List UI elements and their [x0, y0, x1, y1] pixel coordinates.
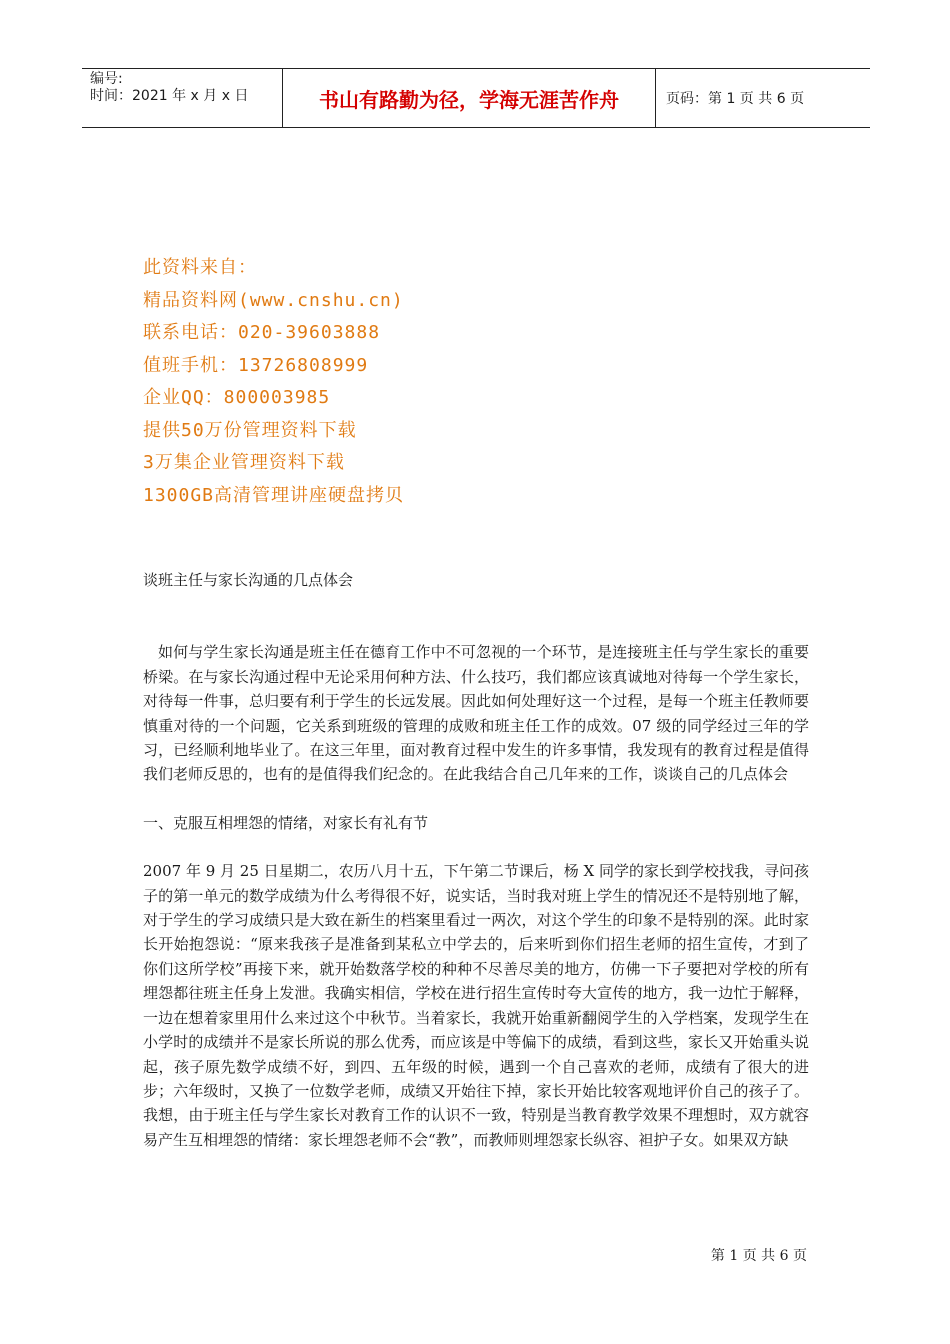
document-time-label: 时间：2021 年 x 月 x 日 [90, 88, 249, 104]
intro-paragraph: 如何与学生家长沟通是班主任在德育工作中不可忽视的一个环节，是连接班主任与学生家长的重要桥梁。在与家长沟通过程中无论采用何种方法、什么技巧，我们都应该真诚地对待每一个学生家长，对待每一件事，总归要有利于学生的长远发展。因此如何处理好这一个过程，是每一个班主任教师要慎重对待的一个问题，它关系到班级的管理的成败和班主任工作的成效。07 级的同学经过三年的学习，已经顺利地毕业了。在这三年里，面对教育过程中发生的许多事情，我发现有的教育过程是值得我们老师反思的，也有的是值得我们纪念的。在此我结合自己几年来的工作，谈谈自己的几点体会 [143, 643, 809, 784]
promo-line-phone: 联系电话：020-39603888 [143, 322, 381, 343]
page-header [82, 68, 870, 128]
promo-line-mobile: 值班手机：13726808999 [143, 354, 369, 376]
page-footer: 第 1 页 共 6 页 [710, 1248, 807, 1264]
promo-line-offer-2: 3万集企业管理资料下载 [143, 452, 345, 473]
section-paragraph: 2007 年 9 月 25 日星期二，农历八月十五，下午第二节课后，杨 X 同学的家长到学校找我，寻问孩子的第一单元的数学成绩为什么考得很不好，说实话，当时我对班上学生的情况还不是特别地了解，对于学生的学习成绩只是大致在新生的档案里看过一两次，对这个学生的印象不是特别的深。此时家长开始抱怨说：“原来我孩子是准备到某私立中学去的，后来听到你们招生老师的招生宣传，才到了你们这所学校”再接下来，就开始数落学校的种种不尽善尽美的地方，仿佛一下子要把对学校的所有埋怨都往班主任身上发泄。我确实相信，学校在进行招生宣传时夸大宣传的地方，我一边忙于解释，一边在想着家里用什么来过这个中秋节。当着家长，我就开始重新翻阅学生的入学档案，发现学生在小学时的成绩并不是家长所说的那么优秀，而应该是中等偏下的成绩，看到这些，家长又开始重头说起，孩子原先数学成绩不好，到四、五年级的时候，遇到一个自己喜欢的老师，成绩有了很大的进步；六年级时，又换了一位数学老师，成绩又开始往下掉，家长开始比较客观地评价自己的孩子了。我想，由于班主任与学生家长对教育工作的认识不一致，特别是当教育教学效果不理想时，双方就容易产生互相埋怨的情绪：家长埋怨老师不会“教”，而教师则埋怨家长纵容、袒护子女。如果双方缺 [143, 862, 809, 1149]
document-number-label: 编号: [90, 71, 123, 87]
promo-line-offer-3: 1300GB高清管理讲座硬盘拷贝 [143, 484, 405, 506]
promo-line-source: 此资料来自： [143, 257, 257, 278]
promo-line-offer-1: 提供50万份管理资料下载 [143, 419, 357, 441]
promo-line-qq: 企业QQ：800003985 [143, 387, 331, 408]
article-title: 谈班主任与家长沟通的几点体会 [143, 571, 354, 589]
promo-block [143, 252, 404, 512]
header-page-info: 页码：第 1 页 共 6 页 [666, 91, 805, 107]
header-motto: 书山有路勤为径，学海无涯苦作舟 [282, 69, 656, 127]
section-heading: 一、克服互相埋怨的情绪，对家长有礼有节 [143, 813, 429, 832]
article-body [143, 568, 809, 1152]
promo-line-website: 精品资料网(www.cnshu.cn) [143, 289, 404, 311]
header-meta [82, 69, 282, 127]
